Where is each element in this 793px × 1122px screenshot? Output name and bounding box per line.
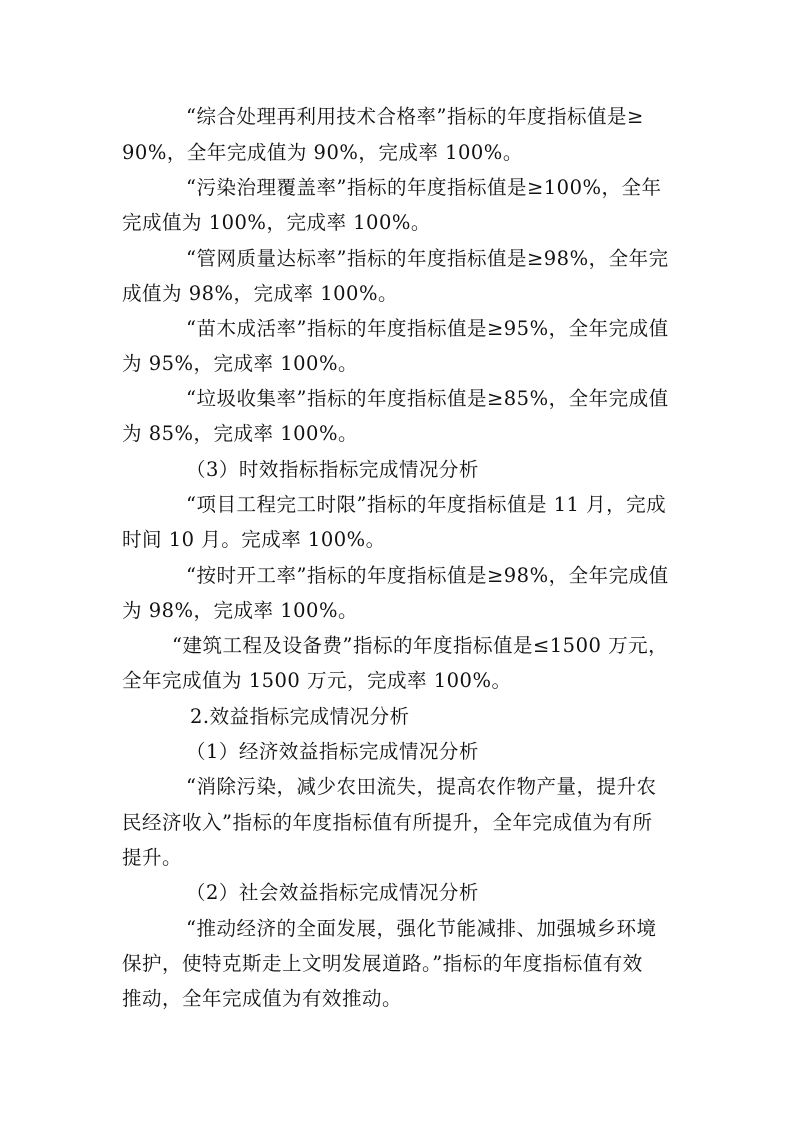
text-line: 成值为 98%，完成率 100%。	[122, 282, 398, 305]
text-line: 推动，全年完成值为有效推动。	[122, 987, 403, 1010]
section-heading: 2.效益指标完成情况分析	[190, 705, 410, 728]
text-line: “综合处理再利用技术合格率”指标的年度指标值是≥	[186, 105, 644, 128]
text-line: “管网质量达标率”指标的年度指标值是≥98%，全年完	[186, 247, 669, 270]
text-line: 保护，使特克斯走上文明发展道路。”指标的年度指标值有效	[122, 952, 643, 975]
text-line: 提升。	[122, 846, 183, 869]
text-line: 完成值为 100%，完成率 100%。	[122, 211, 431, 234]
text-line: “推动经济的全面发展，强化节能减排、加强城乡环境	[186, 917, 657, 940]
text-line: 为 98%，完成率 100%。	[122, 599, 358, 622]
section-heading: （3）时效指标指标完成情况分析	[186, 458, 479, 481]
text-line: “建筑工程及设备费”指标的年度指标值是≤1500 万元，	[172, 634, 669, 657]
section-heading: （1）经济效益指标完成情况分析	[186, 740, 479, 763]
text-line: 为 95%，完成率 100%。	[122, 352, 358, 375]
section-heading: （2）社会效益指标完成情况分析	[186, 881, 479, 904]
text-line: 全年完成值为 1500 万元，完成率 100%。	[122, 669, 512, 692]
text-line: “垃圾收集率”指标的年度指标值是≥85%，全年完成值	[186, 387, 669, 410]
text-line: “项目工程完工时限”指标的年度指标值是 11 月，完成	[186, 493, 667, 516]
text-line: 时间 10 月。完成率 100%。	[122, 528, 386, 551]
text-line: “苗木成活率”指标的年度指标值是≥95%，全年完成值	[186, 317, 669, 340]
text-line: 90%，全年完成值为 90%，完成率 100%。	[122, 141, 523, 164]
text-line: 为 85%，完成率 100%。	[122, 422, 358, 445]
text-line: “按时开工率”指标的年度指标值是≥98%，全年完成值	[186, 564, 669, 587]
text-line: “消除污染，减少农田流失，提高农作物产量，提升农	[186, 775, 657, 798]
text-line: “污染治理覆盖率”指标的年度指标值是≥100%，全年	[186, 176, 662, 199]
text-line: 民经济收入”指标的年度指标值有所提升，全年完成值为有所	[122, 811, 653, 834]
